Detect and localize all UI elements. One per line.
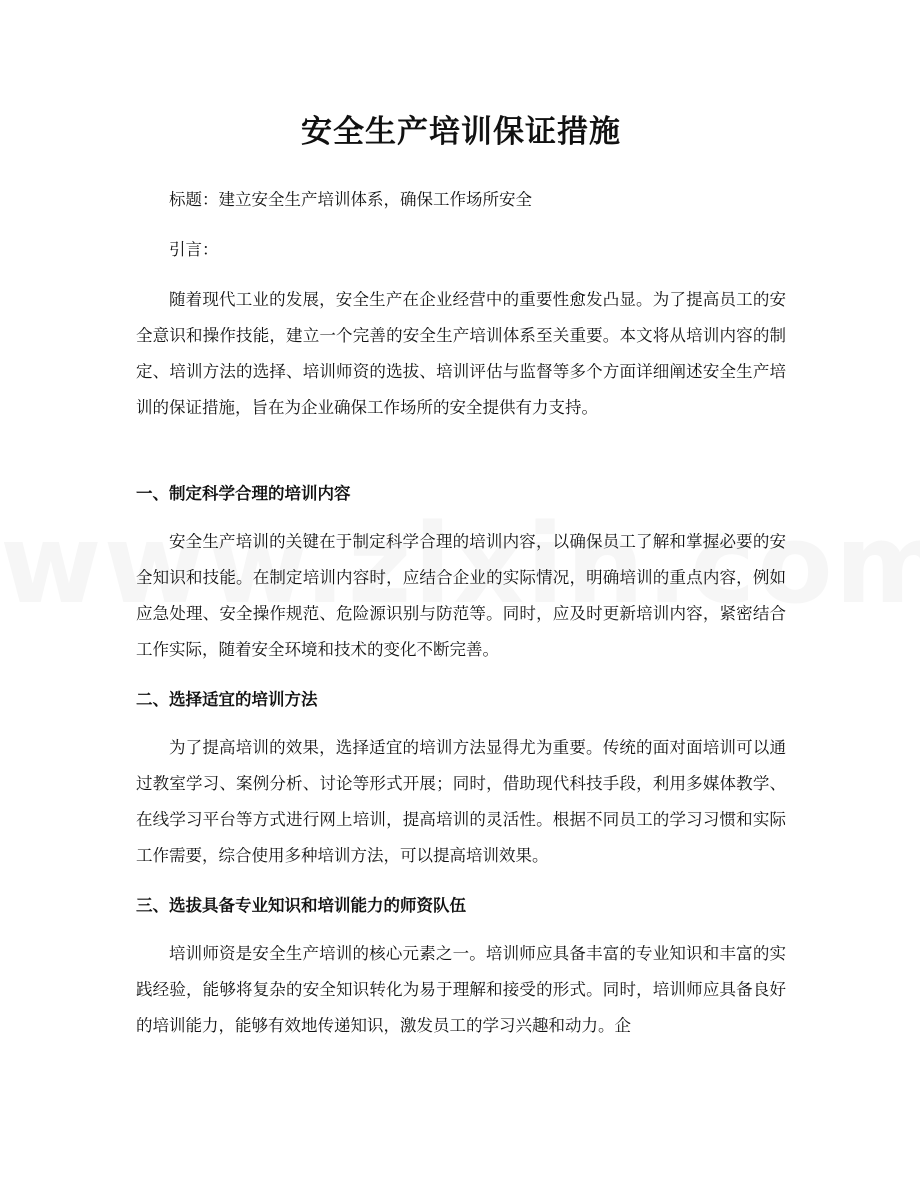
- subtitle-line: 标题：建立安全生产培训体系，确保工作场所安全: [169, 190, 532, 209]
- intro-paragraph: 随着现代工业的发展，安全生产在企业经营中的重要性愈发凸显。为了提高员工的安全意识和操作技能，建立一个完善的安全生产培训体系至关重要。本文将从培训内容的制定、培训方法的选择、培训师资的选拔、培训评估与监督等多个方面详细阐述安全生产培训的保证措施，旨在为企业确保工作场所的安全提供有力支持。: [136, 290, 786, 417]
- section-2-heading: 二、选择适宜的培训方法: [136, 690, 318, 709]
- section-2-body: 为了提高培训的效果，选择适宜的培训方法显得尤为重要。传统的面对面培训可以通过教室学习、案例分析、讨论等形式开展；同时，借助现代科技手段，利用多媒体教学、在线学习平台等方式进行网上培训，提高培训的灵活性。根据不同员工的学习习惯和实际工作需要，综合使用多种培训方法，可以提高培训效果。: [136, 738, 786, 865]
- section-3-body: 培训师资是安全生产培训的核心元素之一。培训师应具备丰富的专业知识和丰富的实践经验，能够将复杂的安全知识转化为易于理解和接受的形式。同时，培训师应具备良好的培训能力，能够有效地传递知识，激发员工的学习兴趣和动力。企: [136, 944, 786, 1035]
- section-1-body: 安全生产培训的关键在于制定科学合理的培训内容，以确保员工了解和掌握必要的安全知识和技能。在制定培训内容时，应结合企业的实际情况，明确培训的重点内容，例如应急处理、安全操作规范、危险源识别与防范等。同时，应及时更新培训内容，紧密结合工作实际，随着安全环境和技术的变化不断完善。: [136, 532, 786, 659]
- section-1-heading: 一、制定科学合理的培训内容: [136, 484, 351, 503]
- section-3-heading: 三、选拔具备专业知识和培训能力的师资队伍: [136, 896, 466, 915]
- intro-label: 引言：: [169, 240, 219, 259]
- document-title: 安全生产培训保证措施: [301, 114, 621, 150]
